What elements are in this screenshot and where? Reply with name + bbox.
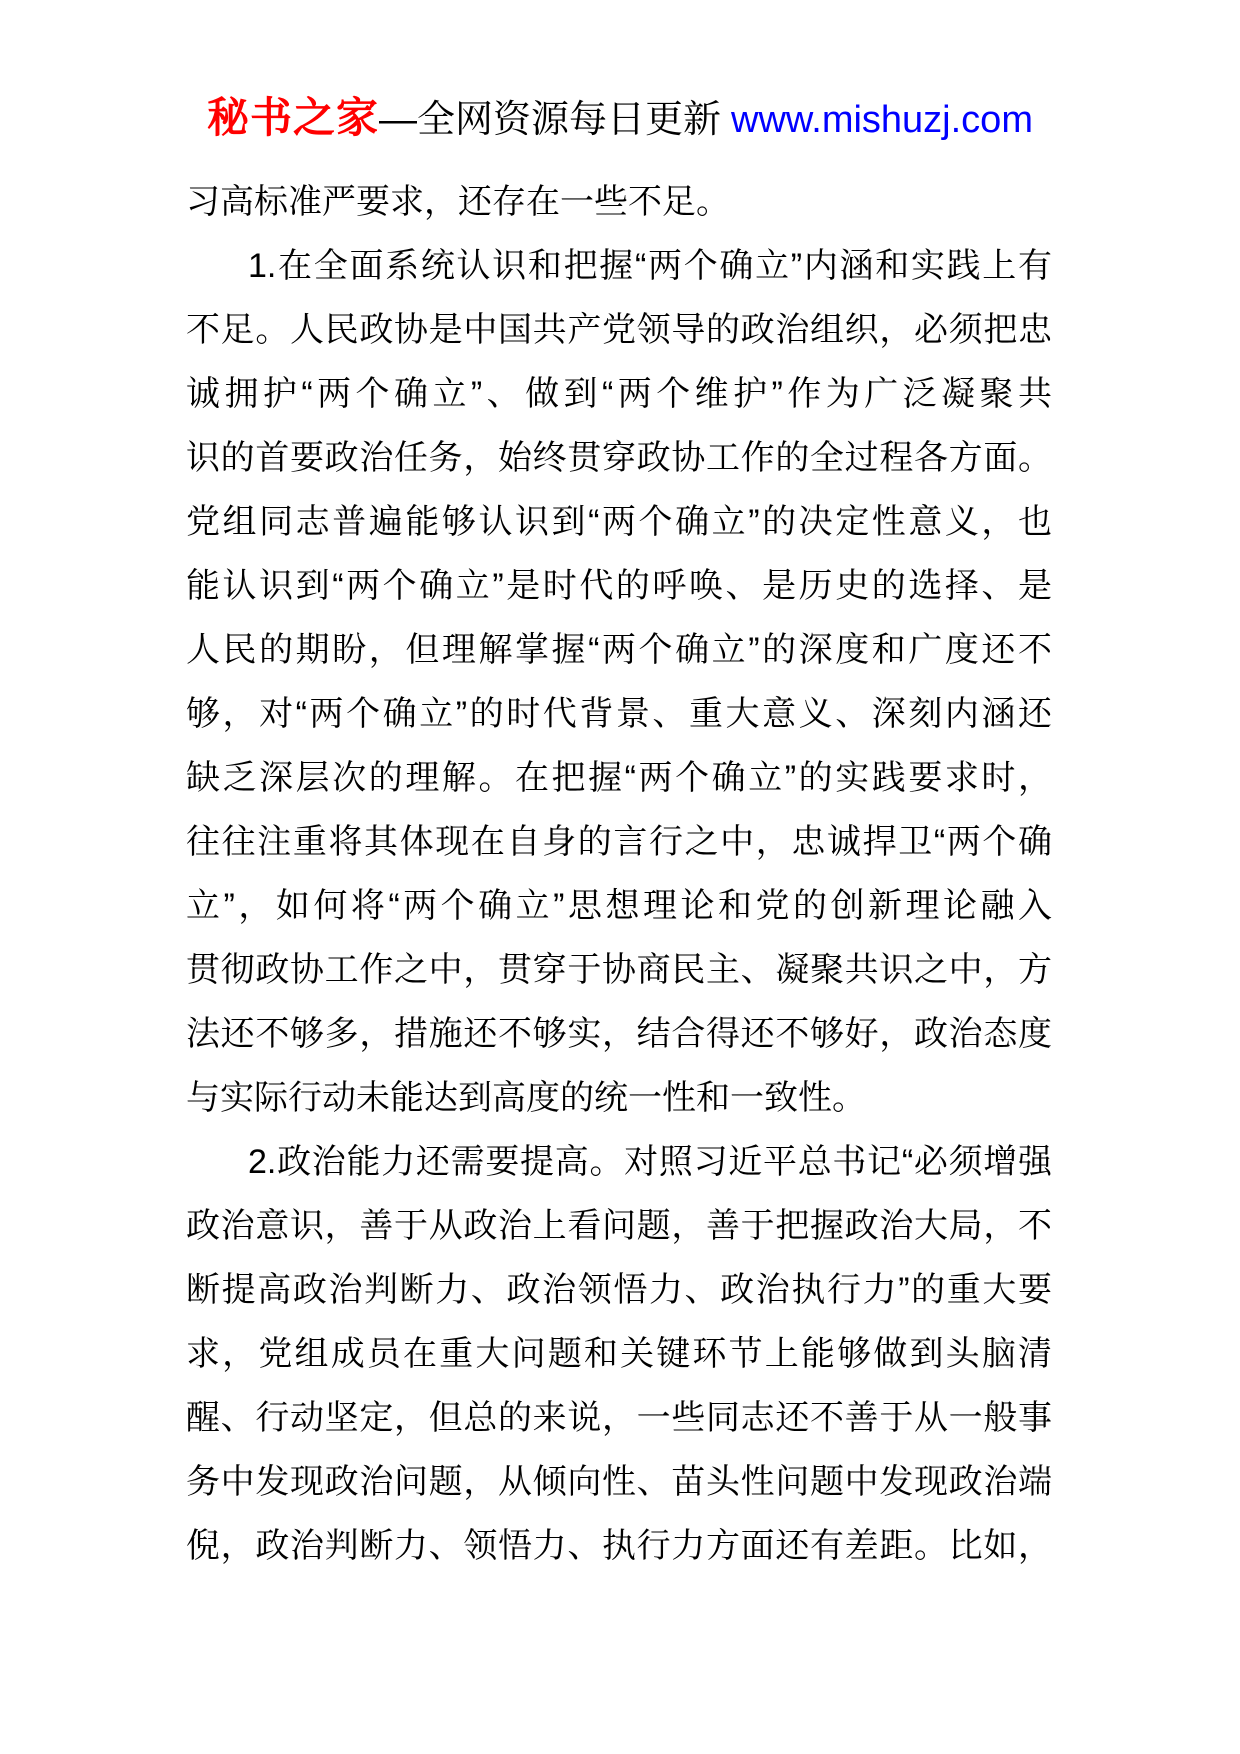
header-dash: — [379, 99, 418, 141]
text-line: 往往注重将其体现在自身的言行之中，忠诚捍卫“两个确 [186, 823, 1052, 861]
text-line: 政治意识，善于从政治上看问题，善于把握政治大局，不 [186, 1207, 1052, 1245]
text-line: 贯彻政协工作之中，贯穿于协商民主、凝聚共识之中，方 [186, 951, 1052, 989]
site-name: 秘书之家 [207, 94, 380, 141]
text-line: 立”，如何将“两个确立”思想理论和党的创新理论融入 [186, 887, 1052, 925]
text-line: 诚拥护“两个确立”、做到“两个维护”作为广泛凝聚共 [186, 375, 1052, 413]
text-line: 倪，政治判断力、领悟力、执行力方面还有差距。比如， [186, 1527, 1052, 1565]
text-line: 习高标准严要求，还存在一些不足。 [186, 183, 730, 221]
site-header [0, 0, 1240, 156]
text-line: 缺乏深层次的理解。在把握“两个确立”的实践要求时， [186, 759, 1052, 797]
text-line: 求，党组成员在重大问题和关键环节上能够做到头脑清 [186, 1335, 1052, 1373]
site-url[interactable]: www.mishuzj.com [731, 99, 1033, 141]
text-line: 识的首要政治任务，始终贯穿政协工作的全过程各方面。 [186, 439, 1052, 477]
text-line: 够，对“两个确立”的时代背景、重大意义、深刻内涵还 [186, 695, 1052, 733]
text-line: 能认识到“两个确立”是时代的呼唤、是历史的选择、是 [186, 567, 1052, 605]
text-line: 断提高政治判断力、政治领悟力、政治执行力”的重大要 [186, 1271, 1052, 1309]
text-line: 法还不够多，措施还不够实，结合得还不够好，政治态度 [186, 1015, 1052, 1053]
text-line: 醒、行动坚定，但总的来说，一些同志还不善于从一般事 [186, 1399, 1052, 1437]
text-line: 与实际行动未能达到高度的统一性和一致性。 [186, 1079, 866, 1117]
text-line: 人民的期盼，但理解掌握“两个确立”的深度和广度还不 [186, 631, 1052, 669]
text-line: 务中发现政治问题，从倾向性、苗头性问题中发现政治端 [186, 1463, 1052, 1501]
text-line: 2.政治能力还需要提高。对照习近平总书记“必须增强 [248, 1143, 1052, 1181]
header-tagline: 全网资源每日更新 [417, 99, 722, 141]
text-line: 不足。人民政协是中国共产党领导的政治组织，必须把忠 [186, 311, 1052, 349]
text-line: 1.在全面系统认识和把握“两个确立”内涵和实践上有 [248, 247, 1052, 285]
document-body [186, 170, 1052, 1578]
text-line: 党组同志普遍能够认识到“两个确立”的决定性意义，也 [186, 503, 1052, 541]
